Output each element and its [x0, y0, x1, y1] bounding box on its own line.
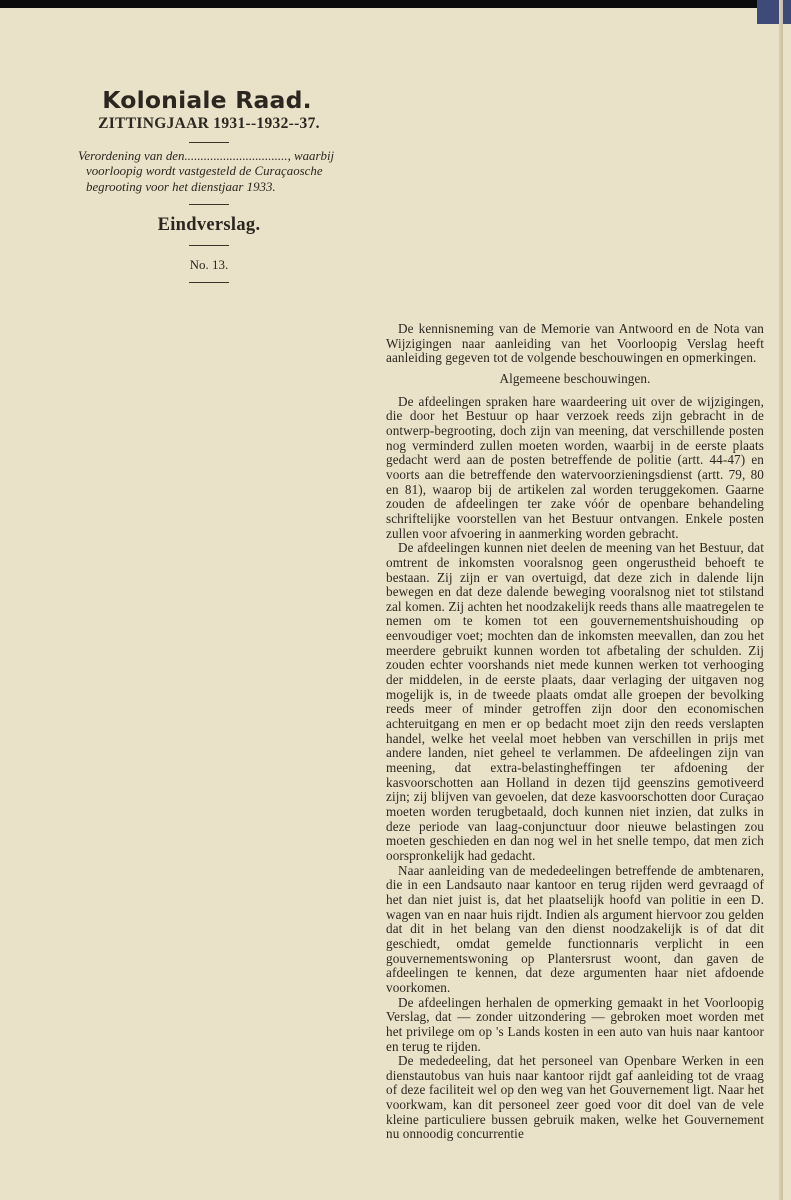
page-edge [779, 0, 783, 1200]
document-number: No. 13. [189, 257, 229, 273]
body-paragraph: De afdeelingen herhalen de opmerking gemaakt in het Voorloopig Verslag, dat — zonder uitzondering — gebroken moet worden met het privilege om op 's Lands kosten in een auto van huis naar kantoor en terug te rijden. [386, 994, 764, 1054]
divider [189, 245, 229, 246]
body-paragraph: Naar aanleiding van de mededeelingen betreffende de ambtenaren, die in een Landsauto naar kantoor en terug rijden werd gevraagd of het dan niet juist is, dat het plaatselijk hoofd van politie in een D. wagen van en naar huis rijdt. Indien als argument hiervoor zou gelden dat dit in het belang van den dienst noodzakelijk is of dat dit geschiedt, omdat gemelde functionnaris verplicht in een gouvernementswoning op Plantersrust woont, dan gaven de afdeelingen te kennen, dat deze argumenten haar niet afdoende voorkomen. [386, 862, 764, 995]
section-heading: Algemeene beschouwingen. [499, 370, 651, 386]
intro-paragraph: De kennisneming van de Memorie van Antwoord en de Nota van Wijzigingen naar aanleiding van het Voorloopig Verslag heeft aanleiding gegeven tot de volgende beschouwingen en opmerkingen. [386, 321, 764, 366]
scan-top-border [0, 0, 791, 8]
divider [189, 142, 229, 143]
divider [189, 204, 229, 205]
session-year: ZITTINGJAAR 1931--1932--37. [98, 115, 320, 132]
report-title: Eindverslag. [157, 215, 261, 236]
body-paragraph: De mededeeling, dat het personeel van Openbare Werken in een dienstautobus van huis naar kantoor rijdt gaf aanleiding tot de vraag of deze faciliteit wel op den weg van het Gouvernement ligt. Naar het voorkwam, kan dit personeel zeer goed voor dit doel van de vele kleine particuliere bussen gebruik maken, welke het Gouvernement nu onnoodig concurrentie [386, 1053, 764, 1142]
divider [189, 282, 229, 283]
report-body [386, 322, 764, 1142]
body-paragraph: De afdeelingen spraken hare waardeering uit over de wijzigingen, die door het Bestuur op haar verzoek reeds zijn gebracht in de ontwerp-begrooting, doch zijn van meening, dat verschillende posten nog verminderd zullen moeten worden, waarbij in de eerste plaats gedacht werd aan de posten betreffende de politie (artt. 44-47) en voorts aan die betreffende den watervoorzieningsdienst (artt. 79, 80 en 81), waarop bij de artikelen zal worden teruggekomen. Gaarne zouden de afdeelingen ter zake vóór de openbare behandeling schriftelijke voorstellen van het Bestuur ontvangen. Enkele posten zullen voor afvoering in aanmerking worden gebracht. [386, 393, 764, 541]
council-title: Koloniale Raad. [102, 86, 312, 114]
ordinance-description: Verordening van den................................, waarbij voorloopig wordt vastgesteld de Curaçaosche begrooting voor het dienstjaar 1933. [78, 149, 335, 194]
document-header [78, 86, 340, 283]
scan-corner-tab [757, 0, 791, 24]
body-paragraph: De afdeelingen kunnen niet deelen de meening van het Bestuur, dat omtrent de inkomsten vooralsnog geen ongerustheid behoeft te bestaan. Zij zijn er van overtuigd, dat deze zich in dalende lijn bewegen en dat deze dalende beweging vooralsnog niet tot stilstand zal komen. Zij achten het noodzakelijk reeds thans alle maatregelen te nemen om te komen tot een gouvernementshuishouding op eenvoudiger voet; mochten dan de inkomsten meevallen, dan zou het meerdere gebruikt kunnen worden tot afbetaling der schulden. Zij zouden echter voorshands niet mede kunnen werken tot verhooging der middelen, in de eerste plaats, daar verlaging der uitgaven nog mogelijk is, in de tweede plaats omdat alle groepen der bevolking reeds meer of minder getroffen zijn door den economischen achteruitgang en men er op bedacht moet zijn den reeds verslapten handel, welke het veelal moet hebben van verschillen in prijs met andere landen, niet geheel te verlammen. De afdeelingen zijn van meening, dat extra-belastingheffingen ter afdoening der kasvoorschotten aan Holland in dezen tijd geenszins gemotiveerd zijn; zij blijven van gevoelen, dat deze kasvoorschotten door Curaçao moeten worden terugbetaald, doch kunnen niet inzien, dat zulks in deze periode van laag-conjunctuur door nieuwe belastingen zou moeten geschieden en dan nog wel in het snelle tempo, dat men zich oorspronkelijk had gedacht. [386, 540, 764, 863]
